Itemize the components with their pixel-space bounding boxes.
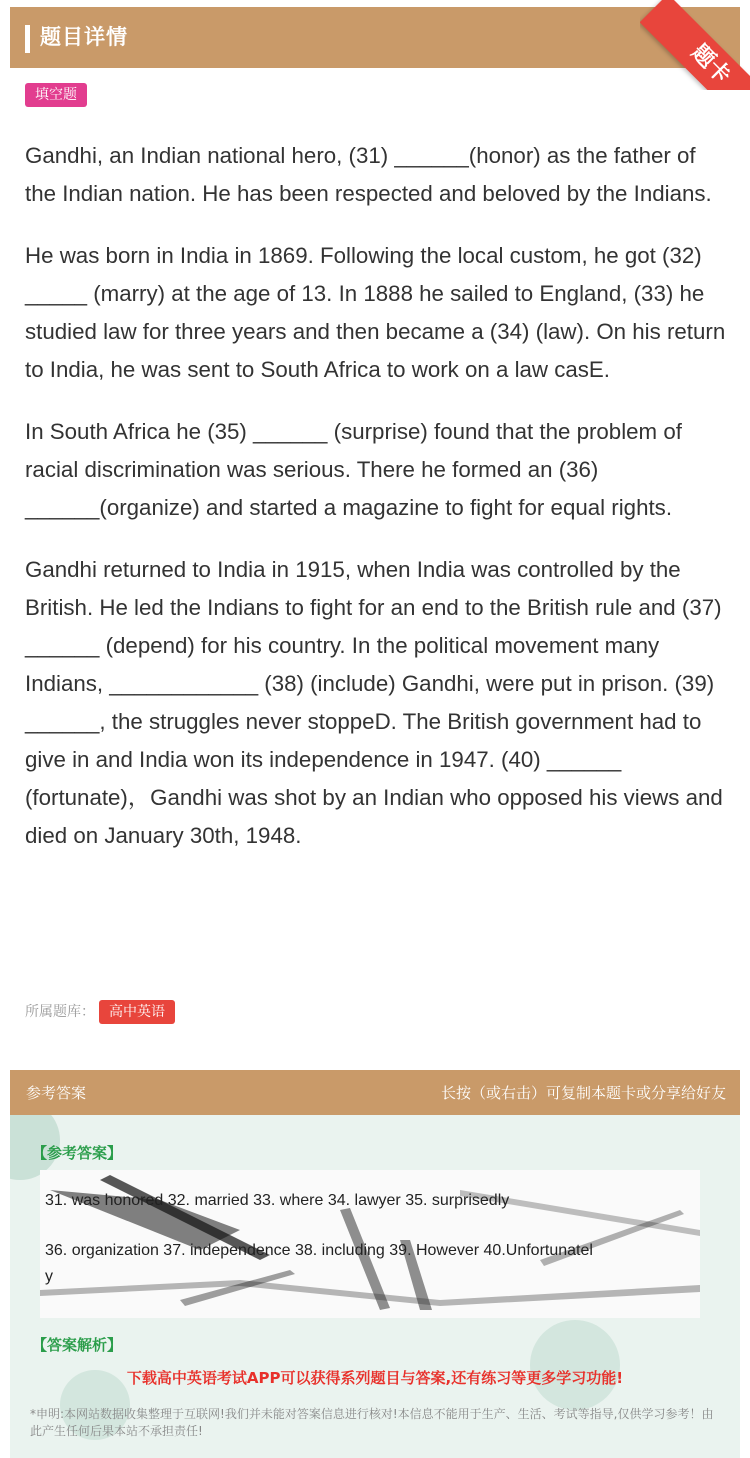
answer-scan-image (40, 1170, 700, 1318)
library-label: 所属题库： (25, 1004, 95, 1020)
passage-paragraph: Gandhi, an Indian national hero, (31) ______(honor) as the father of the Indian nation. He has been respected and beloved by the Indians. (25, 143, 712, 206)
library-badge[interactable]: 高中英语 (99, 1000, 175, 1024)
copy-share-hint: 长按（或右击）可复制本题卡或分享给好友 (440, 1084, 726, 1102)
card-ribbon[interactable] (640, 0, 750, 90)
passage-paragraph: He was born in India in 1869. Following the local custom, he got (32) _____ (marry) at the age of 13. In 1888 he sailed to England, (33) he studied law for three years and then became a (34) (law). On his return to India, he was sent to South Africa to work on a law casE. (25, 243, 726, 382)
title-bar (10, 7, 740, 68)
reference-answer-label: 【参考答案】 (32, 1144, 123, 1162)
answer-panel (10, 1070, 740, 1458)
question-type-tag: 填空题 (25, 83, 87, 107)
disclaimer-text: *申明:本网站数据收集整理于互联网!我们并未能对答案信息进行核对!本信息不能用于生产、生活、考试等指导,仅供学习参考！由此产生任何后果本站不承担责任! (30, 1407, 714, 1438)
question-library (25, 1000, 175, 1024)
answer-line: 31. was honored 32. married 33. where 34. lawyer 35. surprisedly (45, 1192, 510, 1209)
answer-header (10, 1070, 740, 1115)
decor-circle (530, 1320, 620, 1410)
ribbon-label[interactable]: 题卡 (640, 0, 750, 90)
page-title: 题目详情 (40, 25, 128, 49)
passage (25, 137, 730, 879)
passage-paragraph: In South Africa he (35) ______ (surprise) found that the problem of racial discrimination was serious. There he formed an (36) ______(organize) and started a magazine to fight for equal rights. (25, 419, 682, 520)
passage-paragraph: Gandhi returned to India in 1915, when India was controlled by the British. He led the Indians to fight for an end to the British rule and (37) ______ (depend) for his country. In the political movement many Indians, ____________ (38) (include) Gandhi, were put in prison. (39) ______, the struggles never stoppeD. The British government had to give in and India won its independence in 1947. (40) ______ (fortunate)，Gandhi was shot by an Indian who opposed his views and died on January 30th, 1948. (25, 557, 723, 848)
answer-line: y (45, 1268, 53, 1285)
analysis-label: 【答案解析】 (32, 1336, 123, 1354)
answer-line: 36. organization 37. independence 38. including 39. However 40.Unfortunatel (45, 1242, 593, 1259)
app-download-promo[interactable]: 下载高中英语考试APP可以获得系列题目与答案,还有练习等更多学习功能! (126, 1369, 624, 1387)
answer-title: 参考答案 (26, 1084, 87, 1102)
title-accent-bar (25, 25, 30, 53)
